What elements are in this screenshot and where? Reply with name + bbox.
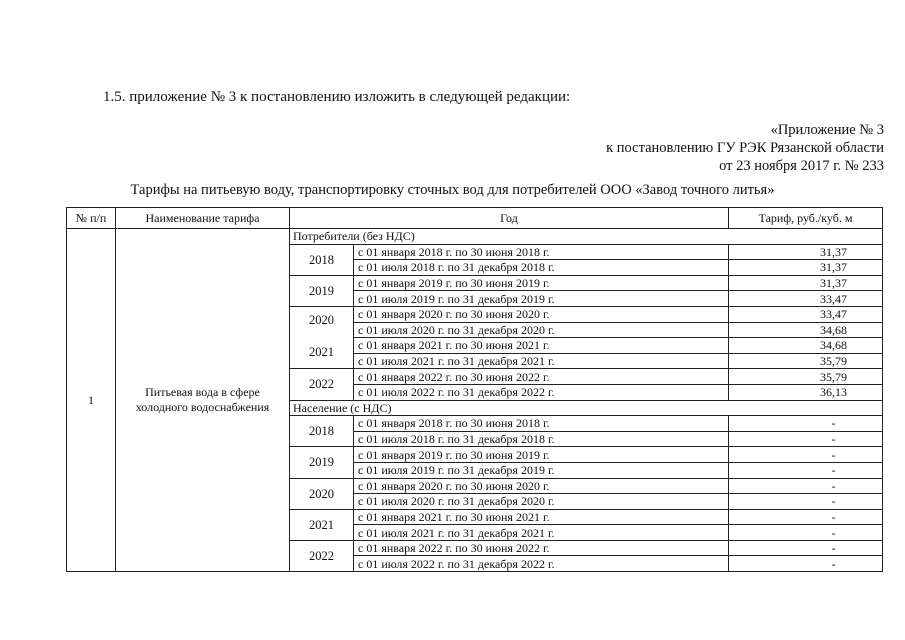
period-cell: с 01 января 2021 г. по 30 июня 2021 г.: [354, 338, 729, 354]
tariff-value: -: [729, 494, 883, 510]
header-year: Год: [290, 208, 729, 229]
period-cell: с 01 июля 2022 г. по 31 декабря 2022 г.: [354, 384, 729, 400]
period-cell: с 01 июля 2021 г. по 31 декабря 2021 г.: [354, 525, 729, 541]
tariff-value: 31,37: [729, 275, 883, 291]
period-cell: с 01 января 2022 г. по 30 июня 2022 г.: [354, 369, 729, 385]
tariff-value: -: [729, 416, 883, 432]
year-cell: 2019: [290, 275, 354, 306]
tariff-value: 36,13: [729, 384, 883, 400]
annex-line-2: к постановлению ГУ РЭК Рязанской области: [606, 140, 884, 156]
year-label: 2020: [309, 312, 334, 327]
tariff-value: -: [729, 478, 883, 494]
table-header-row: [67, 208, 883, 229]
annex-line-3: от 23 ноября 2017 г. № 233: [719, 158, 884, 174]
period-cell: с 01 января 2022 г. по 30 июня 2022 г.: [354, 540, 729, 556]
group-label-population: Население (с НДС): [290, 400, 883, 416]
year-cell: 2022: [290, 540, 354, 571]
period-cell: с 01 января 2019 г. по 30 июня 2019 г.: [354, 275, 729, 291]
tariff-value: -: [729, 540, 883, 556]
period-cell: с 01 июля 2019 г. по 31 декабря 2019 г.: [354, 462, 729, 478]
group-label-consumers: Потребители (без НДС): [290, 229, 883, 245]
period-cell: с 01 июля 2020 г. по 31 декабря 2020 г.: [354, 494, 729, 510]
period-cell: с 01 января 2021 г. по 30 июня 2021 г.: [354, 509, 729, 525]
tariff-value: -: [729, 447, 883, 463]
year-cell: 2022: [290, 369, 354, 400]
period-cell: с 01 июля 2020 г. по 31 декабря 2020 г.: [354, 322, 729, 338]
period-cell: с 01 января 2020 г. по 30 июня 2020 г.: [354, 306, 729, 322]
group-row: [67, 229, 883, 245]
row-number: 1: [67, 229, 116, 572]
tariff-value: 35,79: [729, 353, 883, 369]
tariff-name: Питьевая вода в сфере холодного водоснабжения: [116, 229, 290, 572]
annex-header: [606, 121, 884, 175]
tariff-table: [66, 207, 883, 572]
year-cell: 2018: [290, 244, 354, 275]
year-cell: 2021: [290, 509, 354, 540]
tariff-value: -: [729, 525, 883, 541]
year-cell: 2020: [290, 478, 354, 509]
tariff-value: 33,47: [729, 291, 883, 307]
period-cell: с 01 января 2018 г. по 30 июня 2018 г.: [354, 244, 729, 260]
tariff-value: -: [729, 462, 883, 478]
year-label: 2021: [309, 344, 334, 359]
tariff-value: 31,37: [729, 244, 883, 260]
period-cell: с 01 января 2019 г. по 30 июня 2019 г.: [354, 447, 729, 463]
period-cell: с 01 июля 2018 г. по 31 декабря 2018 г.: [354, 260, 729, 276]
tariff-value: 31,37: [729, 260, 883, 276]
period-cell: с 01 июля 2022 г. по 31 декабря 2022 г.: [354, 556, 729, 572]
tariff-value: 34,68: [729, 338, 883, 354]
header-num: № п/п: [67, 208, 116, 229]
header-tariff: Тариф, руб./куб. м: [729, 208, 883, 229]
tariff-value: -: [729, 509, 883, 525]
tariff-value: 34,68: [729, 322, 883, 338]
tariff-value: -: [729, 431, 883, 447]
document-title: Тарифы на питьевую воду, транспортировку сточных вод для потребителей ООО «Завод точного литья»: [130, 182, 775, 198]
intro-text: 1.5. приложение № 3 к постановлению изложить в следующей редакции:: [103, 89, 571, 105]
period-cell: с 01 января 2020 г. по 30 июня 2020 г.: [354, 478, 729, 494]
tariff-value: 35,79: [729, 369, 883, 385]
year-cell: 2019: [290, 447, 354, 478]
annex-line-1: «Приложение № 3: [770, 122, 884, 138]
year-cell: 2018: [290, 416, 354, 447]
header-name: Наименование тарифа: [116, 208, 290, 229]
period-cell: с 01 июля 2021 г. по 31 декабря 2021 г.: [354, 353, 729, 369]
tariff-value: 33,47: [729, 306, 883, 322]
period-cell: с 01 июля 2019 г. по 31 декабря 2019 г.: [354, 291, 729, 307]
period-cell: с 01 января 2018 г. по 30 июня 2018 г.: [354, 416, 729, 432]
year-cell-2020-2021: [290, 306, 354, 368]
period-cell: с 01 июля 2018 г. по 31 декабря 2018 г.: [354, 431, 729, 447]
tariff-value: -: [729, 556, 883, 572]
